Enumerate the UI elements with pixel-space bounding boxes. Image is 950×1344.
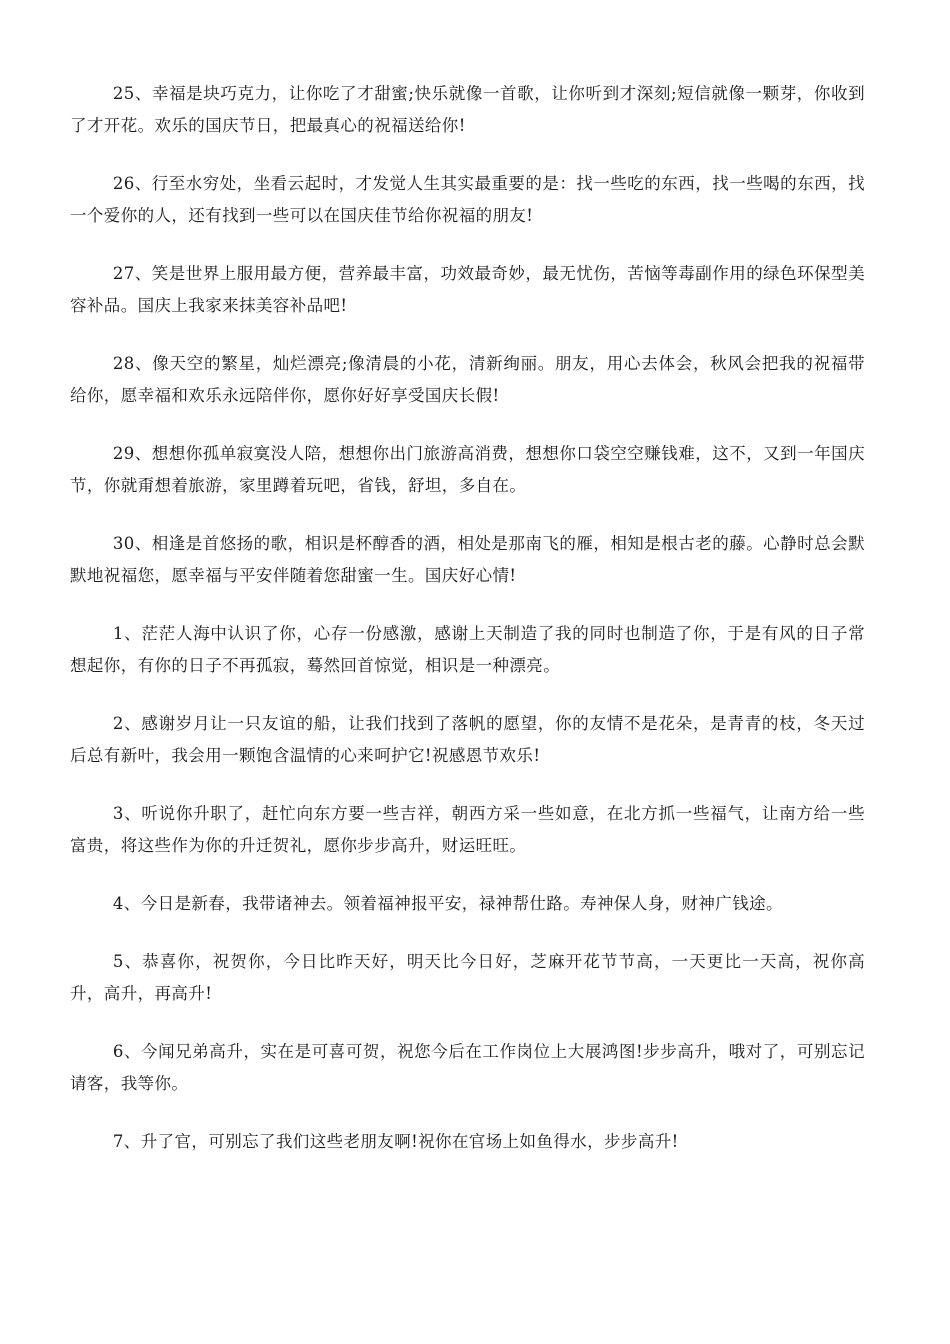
document-body [70, 78, 865, 1184]
paragraph: 3、听说你升职了，赶忙向东方要一些吉祥，朝西方采一些如意，在北方抓一些福气，让南方给一些富贵，将这些作为你的升迁贺礼，愿你步步高升，财运旺旺。 [70, 804, 865, 855]
paragraph: 7、升了官，可别忘了我们这些老朋友啊!祝你在官场上如鱼得水，步步高升! [112, 1132, 679, 1151]
paragraph: 1、茫茫人海中认识了你，心存一份感激，感谢上天制造了我的同时也制造了你，于是有风的日子常想起你，有你的日子不再孤寂，蓦然回首惊觉，相识是一种漂亮。 [70, 624, 865, 675]
paragraph: 25、幸福是块巧克力，让你吃了才甜蜜;快乐就像一首歌，让你听到才深刻;短信就像一颗芽，你收到了才开花。欢乐的国庆节日，把最真心的祝福送给你! [70, 84, 865, 135]
paragraph: 5、恭喜你，祝贺你，今日比昨天好，明天比今日好，芝麻开花节节高，一天更比一天高，祝你高升，高升，再高升! [70, 952, 865, 1003]
paragraph: 2、感谢岁月让一只友谊的船，让我们找到了落帆的愿望，你的友情不是花朵，是青青的枝，冬天过后总有新叶，我会用一颗饱含温情的心来呵护它!祝感恩节欢乐! [70, 714, 865, 765]
paragraph: 26、行至水穷处，坐看云起时，才发觉人生其实最重要的是：找一些吃的东西，找一些喝的东西，找一个爱你的人，还有找到一些可以在国庆佳节给你祝福的朋友! [70, 174, 865, 225]
paragraph: 30、相逢是首悠扬的歌，相识是杯醇香的酒，相处是那南飞的雁，相知是根古老的藤。心静时总会默默地祝福您，愿幸福与平安伴随着您甜蜜一生。国庆好心情! [70, 534, 865, 585]
paragraph: 4、今日是新春，我带诸神去。领着福神报平安，禄神帮仕路。寿神保人身，财神广钱途。 [112, 894, 783, 913]
paragraph: 28、像天空的繁星，灿烂漂亮;像清晨的小花，清新绚丽。朋友，用心去体会，秋风会把我的祝福带给你，愿幸福和欢乐永远陪伴你，愿你好好享受国庆长假! [70, 354, 865, 405]
paragraph: 6、今闻兄弟高升，实在是可喜可贺，祝您今后在工作岗位上大展鸿图!步步高升，哦对了，可别忘记请客，我等你。 [70, 1042, 865, 1093]
paragraph: 27、笑是世界上服用最方便，营养最丰富，功效最奇妙，最无忧伤，苦恼等毒副作用的绿色环保型美容补品。国庆上我家来抹美容补品吧! [70, 264, 865, 315]
paragraph: 29、想想你孤单寂寞没人陪，想想你出门旅游高消费，想想你口袋空空赚钱难，这不，又到一年国庆节，你就甭想着旅游，家里蹲着玩吧，省钱，舒坦，多自在。 [70, 444, 865, 495]
